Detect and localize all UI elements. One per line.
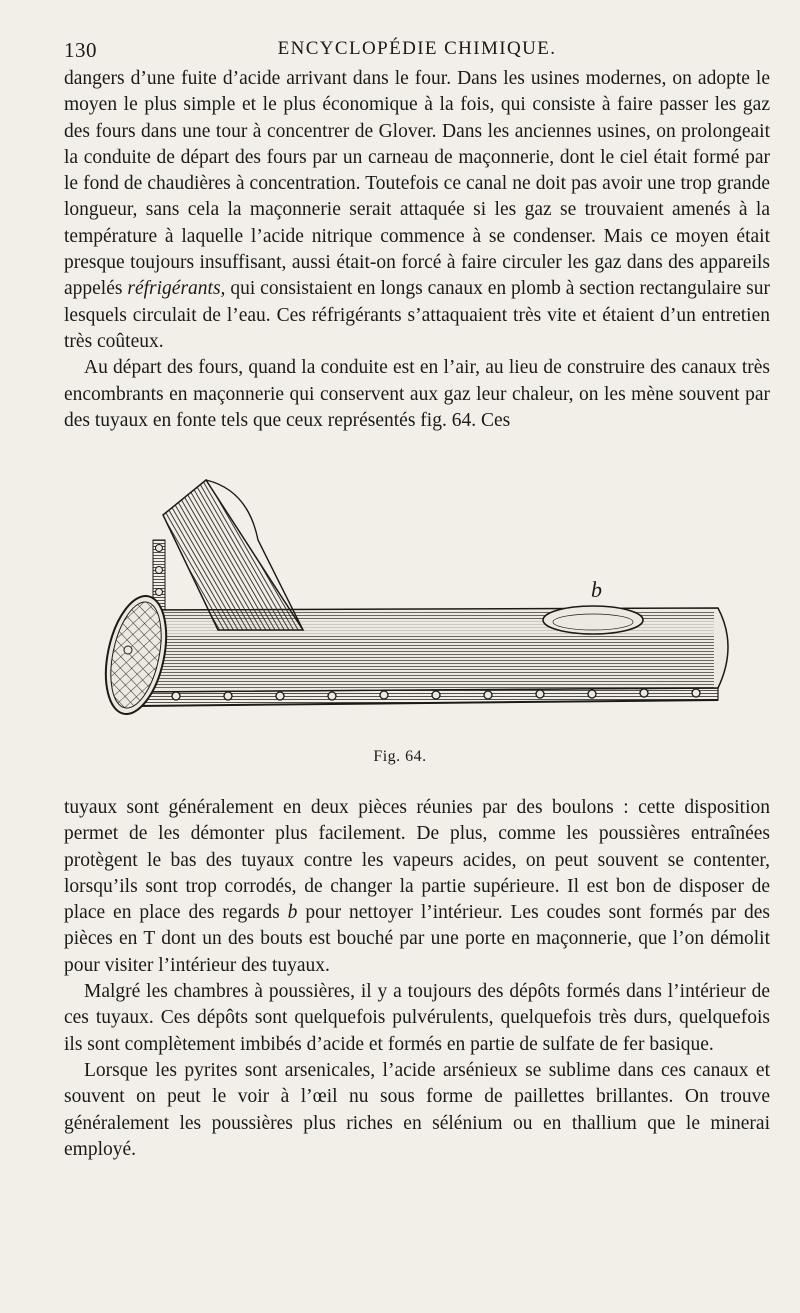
inspection-port-b xyxy=(543,606,643,634)
page-header xyxy=(64,38,770,62)
figure-caption: Fig. 64. xyxy=(373,748,427,765)
italic-term: réfrigérants, xyxy=(127,278,226,300)
italic-term: b xyxy=(287,902,298,924)
label-b: b xyxy=(591,577,602,602)
paragraph: Lorsque les pyrites sont arsenicales, l’acide arsénieux se sublime dans ces canaux et souvent on peut le voir à l’œil nu sous forme de paillettes brillantes. On trouve généralement les poussières plus riches en sélénium ou en thallium que le minerai employé. xyxy=(64,1059,770,1160)
paragraph: dangers d’une fuite d’acide arrivant dans le four. Dans les usines modernes, on adopte le moyen le plus simple et le plus économique à la fois, qui consiste à faire passer les gaz des fours dans une tour à concentrer de Glover. Dans les anciennes usines, on prolongeait la conduite de départ des fours par un carneau de maçonnerie, dont le ciel était formé par le fond de chaudières à concentration. Toutefois ce canal ne doit pas avoir une trop grande longueur, sans cela la maçonnerie serait attaquée si les gaz se trouvaient amenés à la température à laquelle l’acide nitrique commence à se condenser. Mais ce moyen était presque toujours insuffisant, aussi était-on forcé à faire circuler les gaz dans des appareils appelés réfrigérants, qui consistaient en longs canaux en plomb à section rectangulaire sur lesquels circulait de l’eau. Ces réfrigérants s’attaquaient très vite et étaient d’un entretien très coûteux. xyxy=(64,68,770,352)
page-number: 130 xyxy=(64,38,97,62)
running-head: ENCYCLOPÉDIE CHIMIQUE. xyxy=(277,38,557,59)
paragraph: tuyaux sont généralement en deux pièces réunies par des boulons : cette disposition permet de les démonter plus facilement. De plus, comme les poussières entraînées protègent le bas des tuyaux contre les vapeurs acides, on peut souvent se contenter, lorsqu’ils sont trop corrodés, de changer la partie supérieure. Il est bon de disposer de place en place des regards b pour nettoyer l’intérieur. Les coudes sont formés par des pièces en T dont un des bouts est bouché par une porte en maçonnerie, que l’on démolit pour visiter l’intérieur des tuyaux. xyxy=(64,797,770,976)
figure-64-illustration xyxy=(88,470,738,730)
body-text-bottom xyxy=(64,795,770,1163)
body-text-top xyxy=(64,66,770,434)
paragraph: Au départ des fours, quand la conduite est en l’air, au lieu de construire des canaux très encombrants en maçonnerie qui conservent aux gaz leur chaleur, on les mène souvent par des tuyaux en fonte tels que ceux représentés fig. 64. Ces xyxy=(64,357,770,431)
paragraph: Malgré les chambres à poussières, il y a toujours des dépôts formés dans l’intérieur de ces tuyaux. Ces dépôts sont quelquefois pulvérulents, quelquefois très durs, quelquefois ils sont complètement imbibés d’acide et formés en partie de sulfate de fer basique. xyxy=(64,981,770,1055)
branch-pipe xyxy=(153,480,303,630)
